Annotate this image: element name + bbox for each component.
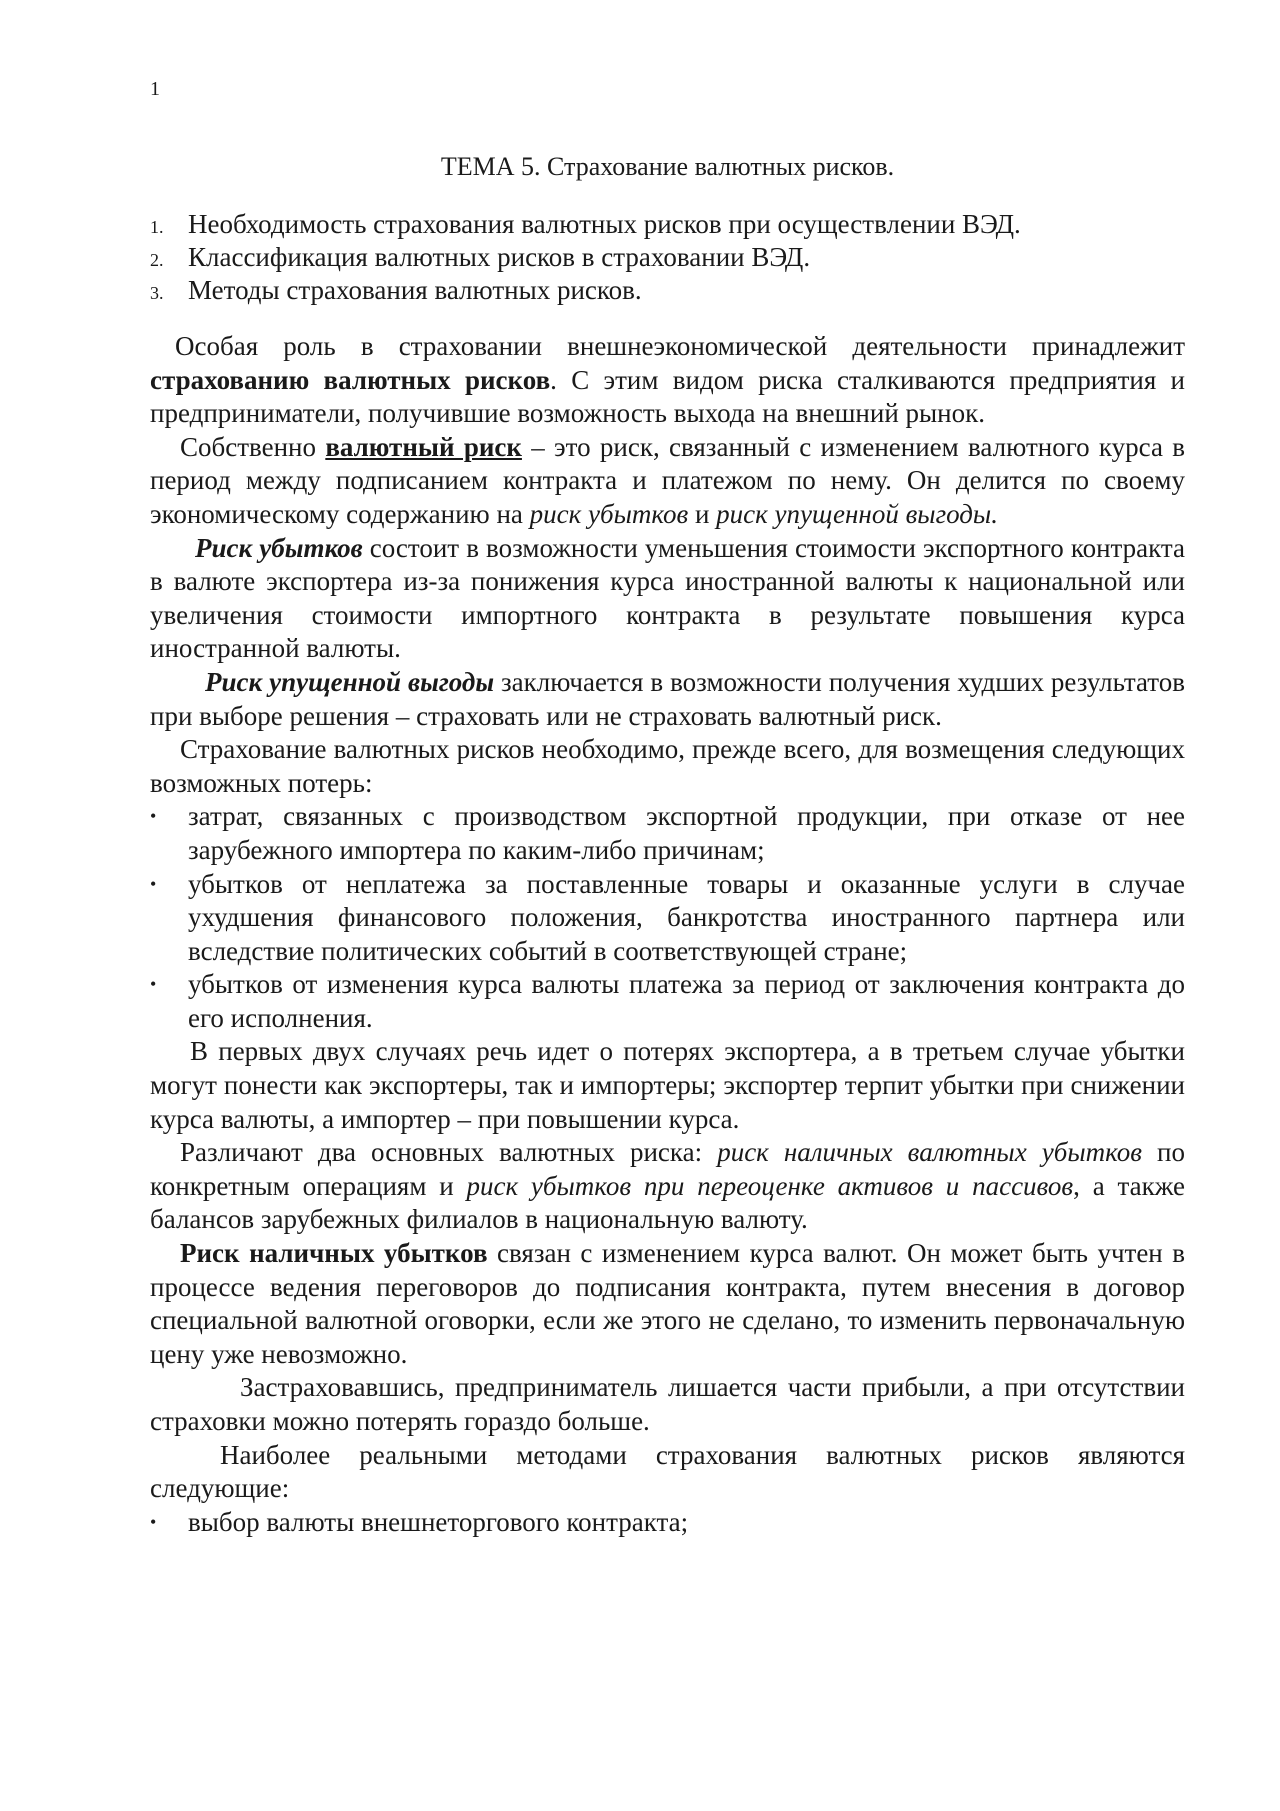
italic-term: риск убытков [529,498,689,529]
text-run: по конкретным операциям и [150,1137,1185,1201]
bullet-icon: • [150,873,157,894]
list-item-text: убытков от неплатежа за поставленные товары и оказанные услуги в случае ухудшения финансового положения, банкротства иностранного партнера или вследствие политических событий в соответствующей стране; [188,868,1185,966]
bold-italic-term: Риск упущенной выгоды [205,666,495,697]
list-item-text: убытков от изменения курса валюты платежа за период от заключения контракта до его исполнения. [188,969,1185,1033]
list-item [150,1506,1185,1540]
text-run: и [688,498,717,529]
bullet-icon: • [150,806,157,827]
bold-term: страхованию валютных рисков [150,364,551,395]
text-run: . С этим видом риска сталкиваются предприятия и предприниматели, получившие возможность выхода на внешний рынок. [150,364,1185,429]
text-run: заключается в возможности получения худших результатов при выборе решения – страховать или не страховать валютный риск. [150,666,1185,731]
list-item-text: выбор валюты внешнеторгового контракта; [188,1506,689,1537]
italic-term: риск убытков при переоценке активов и пассивов [466,1170,1074,1201]
document-page [150,0,1185,1811]
text-run: – это риск, связанный с изменением валютного курса в период между подписанием контракта и платежом по нему. Он делится по своему экономическому содержанию на [150,431,1185,529]
paragraph-methods: Наиболее реальными методами страхования валютных рисков являются следующие: [150,1439,1185,1504]
topic-text: Методы страхования валютных рисков. [188,275,642,305]
text-run: Различают два основных валютных риска: [180,1137,718,1168]
page-title: ТЕМА 5. Страхование валютных рисков. [440,152,895,181]
page-number: 1 [150,78,160,100]
list-item-text: затрат, связанных с производством экспортной продукции, при отказе от нее зарубежного импортера по каким-либо причинам; [188,801,1185,865]
paragraph-insurance-need: Страхование валютных рисков необходимо, прежде всего, для возмещения следующих возможных потерь: [150,734,1185,798]
paragraph-intro [150,330,1185,431]
paragraph-lost-profit-risk [150,666,1185,733]
text-run: Особая роль в страховании внешнеэкономической деятельности принадлежит [175,331,1185,361]
underlined-term: валютный риск [325,431,522,462]
losses-list [150,800,1185,1035]
bold-term: Риск наличных убытков [180,1238,488,1269]
topic-text: Необходимость страхования валютных рисков при осуществлении ВЭД. [188,209,1021,239]
text-run: Собственно [180,431,326,462]
document-body [150,330,1185,1539]
list-item [150,868,1185,969]
paragraph-currency-risk [150,431,1185,532]
italic-term: риск упущенной выгоды [716,498,992,529]
topic-text: Классификация валютных рисков в страховании ВЭД. [188,242,811,272]
text-run: . [991,498,998,529]
topic-number: 2. [150,250,164,270]
paragraph-exporter-losses: В первых двух случаях речь идет о потерях экспортера, а в третьем случае убытки могут понести как экспортеры, так и импортеры; экспортер терпит убытки при снижении курса валюты, а импортер – при повышении курса. [150,1036,1185,1134]
paragraph-insured: Застраховавшись, предприниматель лишается части прибыли, а при отсутствии страховки можно потерять гораздо больше. [150,1372,1185,1436]
bullet-icon: • [150,974,157,995]
topic-number: 3. [150,283,164,303]
bullet-icon: • [150,1511,157,1532]
methods-list [150,1506,1185,1540]
paragraph-loss-risk [150,532,1185,666]
paragraph-cash-loss-risk [150,1237,1185,1371]
topic-list-item [150,241,1185,274]
text-run: , а также балансов зарубежных филиалов в национальную валюту. [150,1170,1186,1235]
bold-italic-term: Риск убытков [195,532,363,563]
topic-list-item [150,274,1185,307]
list-item [150,968,1185,1035]
text-run: состоит в возможности уменьшения стоимости экспортного контракта в валюте экспортера из-за понижения курса иностранной валюты к национальной или увеличения стоимости импортного контракта в результате повышения курса иностранной валюты. [150,532,1186,664]
topic-list [150,208,1185,307]
list-item [150,800,1185,867]
italic-term: риск наличных валютных убытков [717,1137,1142,1168]
paragraph-two-risks [150,1136,1185,1237]
topic-number: 1. [150,217,164,237]
text-run: связан с изменением курса валют. Он может быть учтен в процессе ведения переговоров до подписания контракта, путем внесения в договор специальной валютной оговорки, если же этого не сделано, то изменить первоначальную цену уже невозможно. [150,1238,1185,1369]
topic-list-item [150,208,1185,241]
